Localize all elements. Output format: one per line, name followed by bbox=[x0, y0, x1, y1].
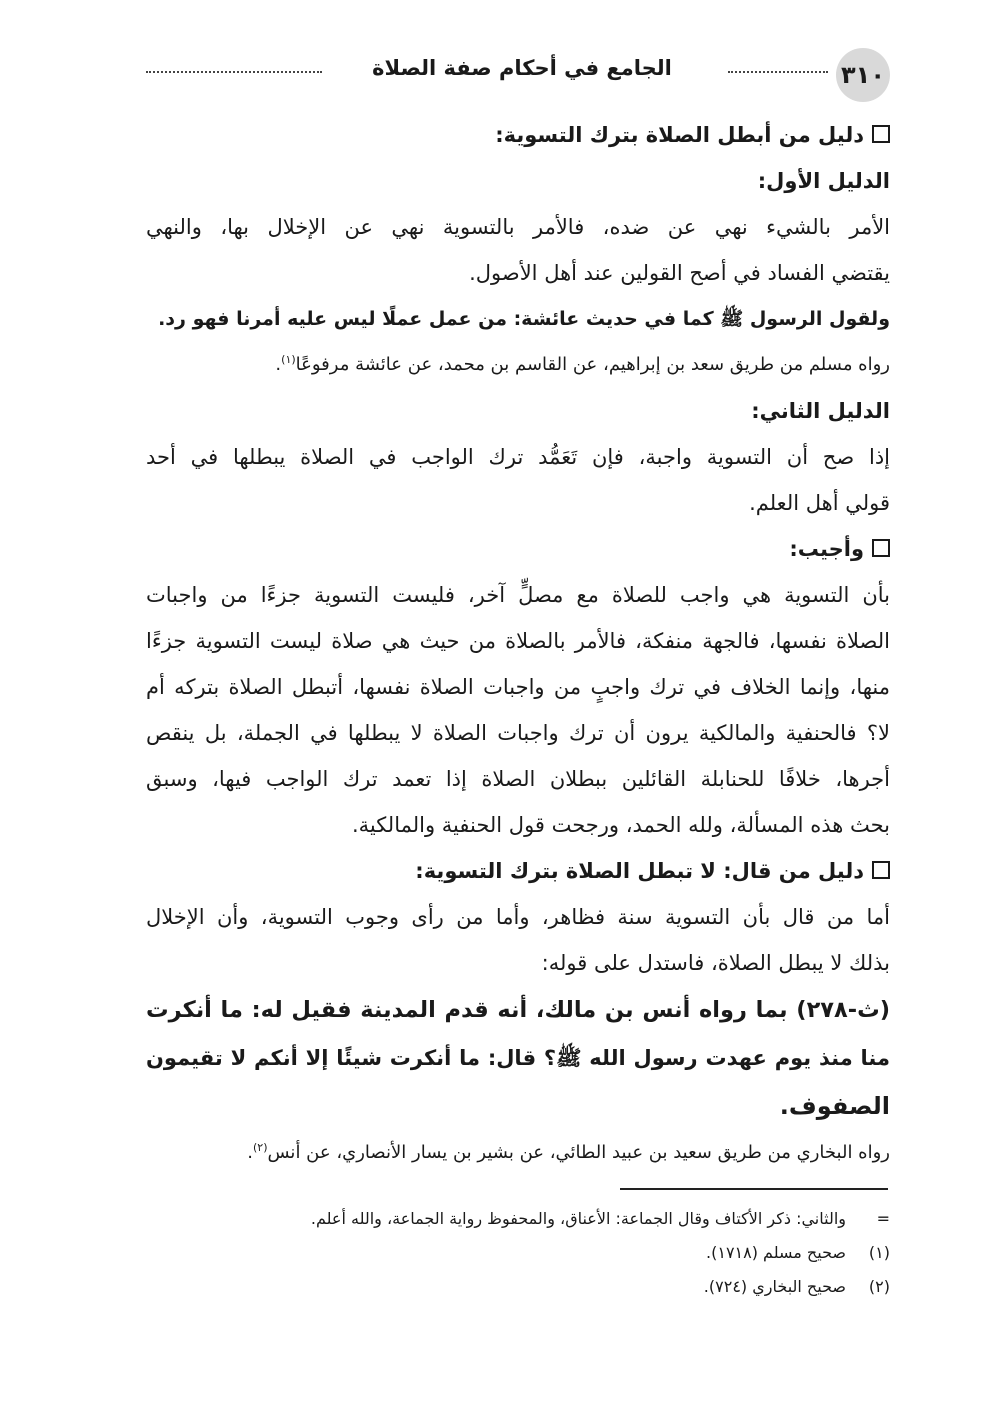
main-text bbox=[146, 112, 890, 1176]
athar-text: منا منذ يوم عهدت رسول الله ﷺ؟ قال: ما أنكرت شيئًا إلا أنكم لا تقيمون bbox=[146, 1046, 890, 1070]
paragraph-line: لا؟ فالحنفية والمالكية يرون أن ترك واجبات الصلاة لا يبطلها في الجملة، بل ينقص bbox=[146, 721, 890, 745]
footnotes bbox=[146, 1202, 890, 1304]
hadith-quote: ولقول الرسول ﷺ كما في حديث عائشة: من عمل عملًا ليس عليه أمرنا فهو رد. bbox=[158, 308, 890, 330]
footnote-marker: (١) bbox=[868, 1243, 890, 1262]
header-dots-right bbox=[728, 71, 828, 73]
page-number: ٣١٠ bbox=[836, 48, 890, 102]
paragraph-line: بذلك لا يبطل الصلاة، فاستدل على قوله: bbox=[541, 951, 890, 975]
paragraph-line: يقتضي الفساد في أصح القولين عند أهل الأصول. bbox=[469, 261, 890, 285]
footnote-marker: (٢) bbox=[868, 1277, 890, 1296]
paragraph-line: أما من قال بأن التسوية سنة فظاهر، وأما من رأى وجوب التسوية، وأن الإخلال bbox=[146, 905, 890, 929]
footnote-marker: = bbox=[876, 1209, 890, 1228]
paragraph-line: منها، وإنما الخلاف في ترك واجبٍ من واجبات الصلاة نفسها، أتبطل الصلاة بتركه أم bbox=[146, 675, 890, 699]
header-dots-left bbox=[146, 71, 322, 73]
footnote-2: (٢)صحيح البخاري (٧٢٤). bbox=[146, 1270, 890, 1304]
citation-line: رواه مسلم من طريق سعد بن إبراهيم، عن القاسم بن محمد، عن عائشة مرفوعًا$^{(١)}$. bbox=[275, 353, 890, 375]
paragraph-line: بأن التسوية هي واجب للصلاة مع مصلٍّ آخر، فليست التسوية جزءًا من واجبات bbox=[146, 583, 890, 607]
paragraph-line: الأمر بالشيء نهي عن ضده، فالأمر بالتسوية نهي عن الإخلال بها، والنهي bbox=[146, 215, 890, 239]
paragraph-line: بحث هذه المسألة، ولله الحمد، ورجحت قول الحنفية والمالكية. bbox=[351, 813, 890, 837]
citation-line: رواه البخاري من طريق سعيد بن عبيد الطائي، عن بشير بن يسار الأنصاري، عن أنس$^{(٢)}$. bbox=[247, 1141, 890, 1163]
footnote-separator bbox=[620, 1188, 888, 1190]
paragraph-line: قولي أهل العلم. bbox=[749, 491, 890, 515]
section-heading: دليل من قال: لا تبطل الصلاة بترك التسوية: bbox=[146, 848, 890, 894]
subheading-first-evidence: الدليل الأول: bbox=[757, 169, 890, 193]
athar-text: الصفوف. bbox=[779, 1092, 890, 1120]
paragraph-line: الصلاة نفسها، فالجهة منفكة، فالأمر بالصلاة من حيث هي صلاة ليست التسوية جزءًا bbox=[146, 629, 890, 653]
athar-text: (ث-٢٧٨) بما رواه أنس بن مالك، أنه قدم المدينة فقيل له: ما أنكرت bbox=[146, 997, 890, 1023]
section-heading: وأجيب: bbox=[146, 526, 890, 572]
paragraph-line: إذا صح أن التسوية واجبة، فإن تَعَمُّد ترك الواجب في الصلاة يبطلها في أحد bbox=[146, 445, 890, 469]
paragraph-line: أجرها، خلافًا للحنابلة القائلين ببطلان الصلاة إذا تعمد ترك الواجب فيها، وسبق bbox=[146, 767, 890, 791]
checkbox-square-icon bbox=[872, 539, 890, 557]
subheading-second-evidence: الدليل الثاني: bbox=[751, 399, 890, 423]
footnote-1: (١)صحيح مسلم (١٧١٨). bbox=[146, 1236, 890, 1270]
footnote-ref-1[interactable]: (١) bbox=[281, 353, 296, 366]
checkbox-square-icon bbox=[872, 861, 890, 879]
footnote-ref-2[interactable]: (٢) bbox=[252, 1141, 268, 1154]
checkbox-square-icon bbox=[872, 125, 890, 143]
page-header bbox=[146, 44, 890, 106]
section-heading: دليل من أبطل الصلاة بترك التسوية: bbox=[146, 112, 890, 158]
running-title: الجامع في أحكام صفة الصلاة bbox=[372, 56, 672, 80]
footnote-continuation: =والثاني: ذكر الأكتاف وقال الجماعة: الأعناق، والمحفوظ رواية الجماعة، والله أعلم. bbox=[146, 1202, 890, 1236]
